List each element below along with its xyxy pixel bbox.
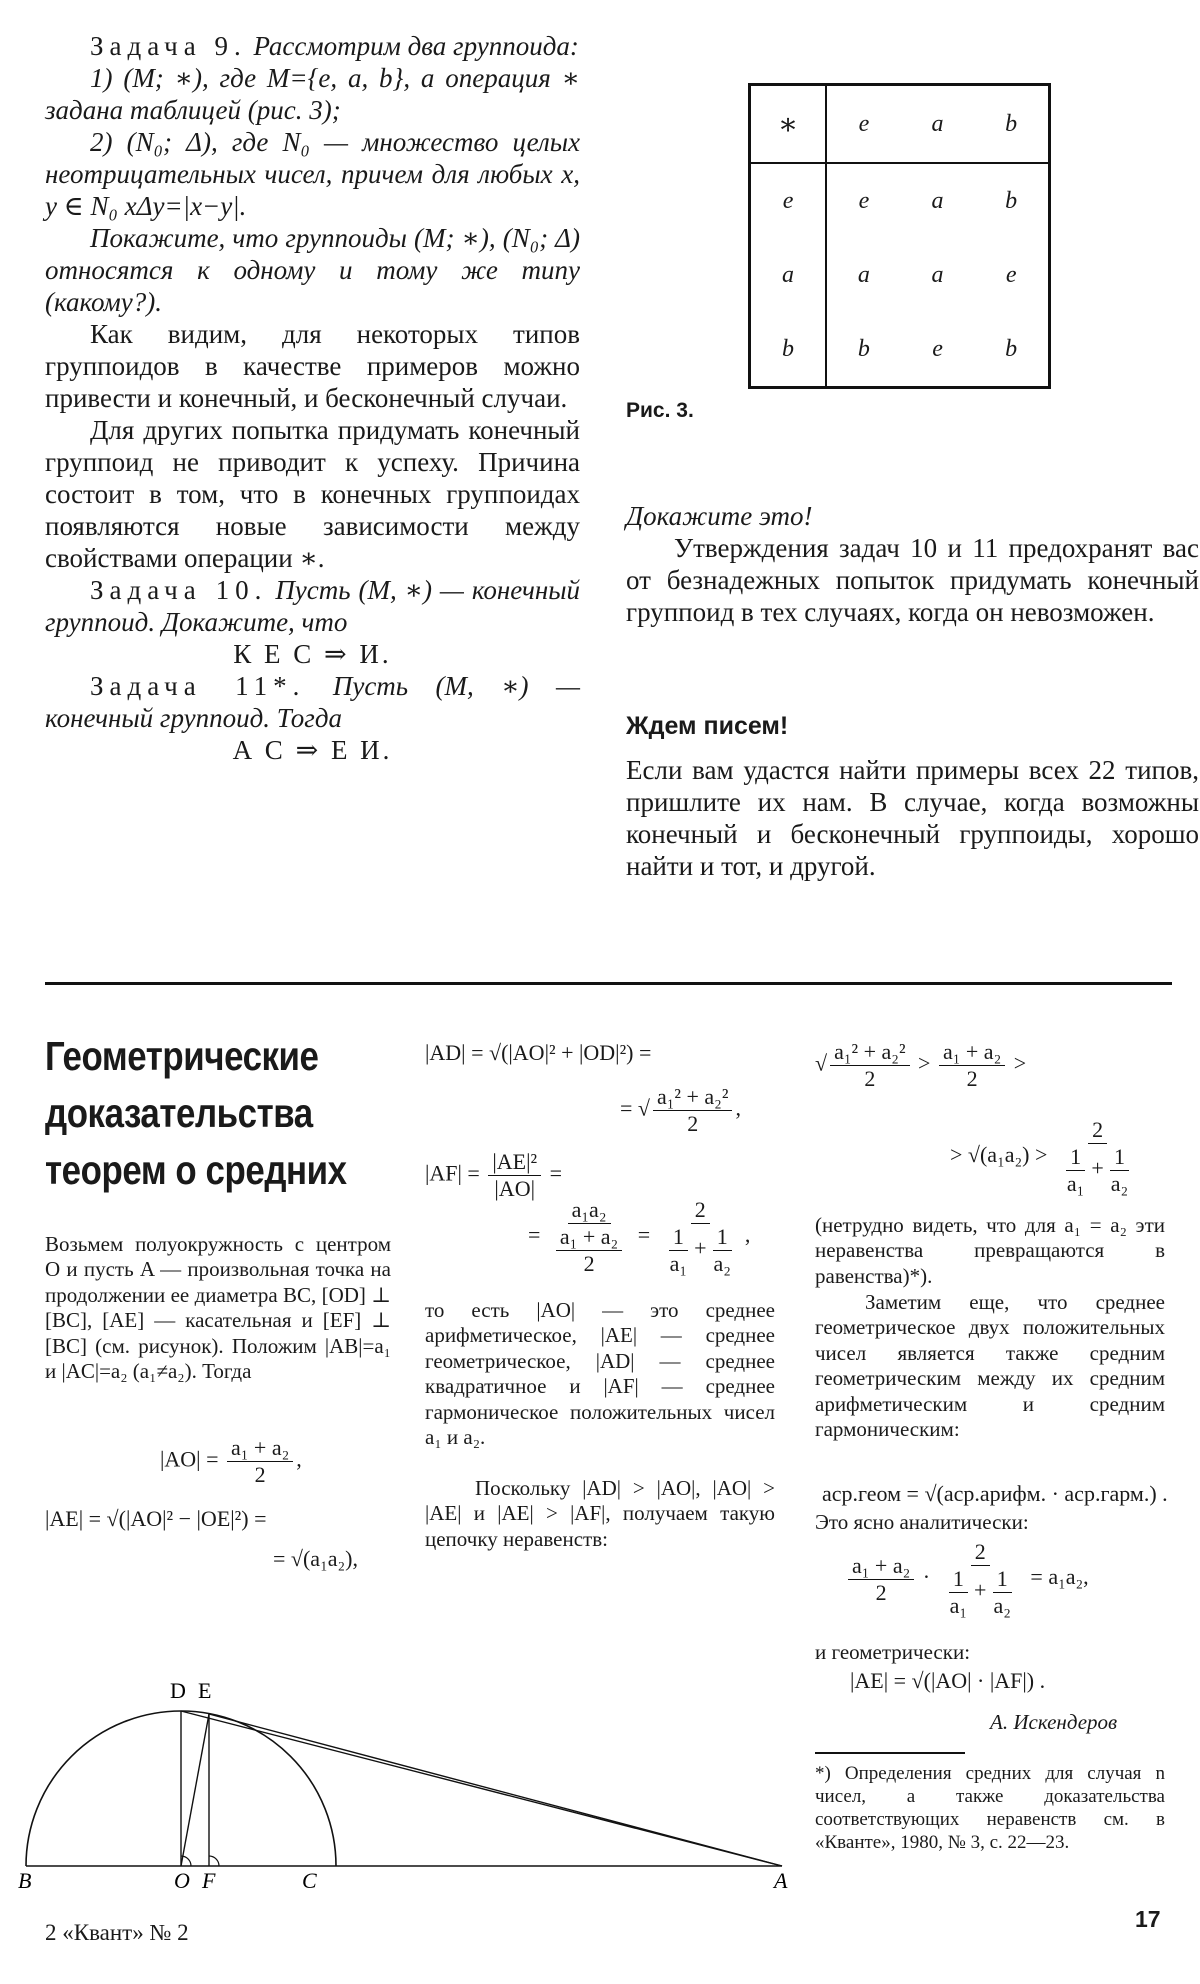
formula-text: |AO| = xyxy=(160,1446,219,1472)
chain-row-2 xyxy=(950,1118,1142,1196)
fraction-numerator: 1 xyxy=(1110,1145,1129,1171)
fraction-numerator: a₁ + a₂ xyxy=(848,1554,914,1580)
fraction xyxy=(488,1150,541,1201)
table-row xyxy=(750,312,1050,388)
task9-item2: 2) (N₀; Δ), где N₀ — множество целых неотрицательных чисел, причем для любых x, y ∈ N₀ xΔy=|x−y|. xyxy=(45,127,580,221)
paragraph-letters: Если вам удастся найти примеры всех 22 типов, пришлите их нам. В случае, когда возможны конечный и бесконечный группоиды, хорошо найти и тот, и другой. xyxy=(626,755,1199,881)
fraction-numerator: 1 xyxy=(669,1225,688,1251)
formula-ae: |AE| = √(|AO|² − |OE|²) = xyxy=(45,1506,267,1531)
prove-line: Докажите это! xyxy=(626,501,813,531)
fraction-denominator: a₁ xyxy=(1066,1171,1085,1196)
fraction-numerator: a₁ + a₂ xyxy=(227,1436,293,1462)
table-cell: e xyxy=(1005,261,1017,288)
paragraph-means: то есть |AO| — это среднее арифметическое, |AE| — среднее геометрическое, |AD| — среднее квадратичное и |AF| — среднее гармоническое положительных чисел a₁ и a₂. xyxy=(425,1298,775,1450)
right-angle-mark xyxy=(209,1856,219,1866)
formula-ad-result: = √ $\frac{\text{a₁² + a₂²}}{2}$ , xyxy=(620,1084,741,1136)
page-number: 17 xyxy=(1135,1906,1161,1932)
formula-text: > √(a₁a₂) > xyxy=(950,1142,1048,1168)
footer-signature: 2 «Квант» № 2 xyxy=(45,1920,189,1945)
geometry-figure xyxy=(0,1670,800,1890)
fraction-denominator: a₂ xyxy=(713,1251,731,1276)
table-cell: b xyxy=(750,312,827,388)
task9-ask: Покажите, что группоиды (M; ∗), (N₀; Δ) относятся к одному и тому же типу (какому?). xyxy=(45,223,580,317)
fraction-denominator: $\frac{1}{\text{a₁}}$ + $\frac{1}{\text{a₂}}$ xyxy=(1056,1144,1139,1196)
task9-head: Задача 9. xyxy=(90,31,247,61)
fraction-denominator: 2 xyxy=(254,1462,266,1487)
task11-text: Пусть (M, ∗) — конечный группоид. Тогда xyxy=(45,671,580,733)
table-cell: a xyxy=(750,238,827,312)
formula-text: |AF| = xyxy=(425,1160,480,1186)
fraction-denominator: a₁ xyxy=(949,1593,968,1618)
formula-ad: |AD| = √(|AO|² + |OD|²) = xyxy=(425,1040,652,1065)
task9-intro: Рассмотрим два группоида: xyxy=(253,31,579,61)
fraction-numerator: 2 xyxy=(1088,1118,1107,1144)
fraction xyxy=(556,1225,622,1276)
fraction-numerator: 1 xyxy=(713,1225,732,1251)
segment-ad xyxy=(181,1711,782,1866)
task9-item1: 1) (M; ∗), где M={e, a, b}, а операция ∗ задана таблицей (рис. 3); xyxy=(45,63,580,125)
fraction xyxy=(1056,1118,1139,1196)
fraction xyxy=(653,1085,732,1136)
label-c: C xyxy=(302,1868,317,1890)
label-b: B xyxy=(18,1868,32,1890)
fraction xyxy=(848,1554,914,1605)
fraction-denominator: 2 xyxy=(966,1066,978,1091)
fraction xyxy=(549,1198,629,1276)
fraction-denominator: $\frac{1}{\text{a₁}}$ + $\frac{1}{\text{a₂}}$ xyxy=(939,1566,1022,1618)
section-divider xyxy=(45,982,1172,985)
table-cell: b xyxy=(1005,335,1018,362)
table-row xyxy=(750,238,1050,312)
formula-analytic: $\frac{\text{a₁ + a₂}}{2}$ · 2 $\frac{1}{\text{a₁}}$ + $\frac{1}{\text{a₂}}$ = a₁a₂, xyxy=(845,1540,1089,1618)
fraction-denominator xyxy=(549,1224,629,1276)
task11-head: Задача 11*. xyxy=(90,671,306,701)
table-cell: e xyxy=(932,335,943,362)
label-a: A xyxy=(774,1868,788,1890)
paragraph-since: Поскольку |AD| > |AO|, |AO| > |AE| и |AE| > |AF|, получаем такую цепочку неравенств: xyxy=(425,1476,775,1551)
title-line: Геометрические xyxy=(45,1033,319,1079)
fraction-numerator: 1 xyxy=(1066,1145,1085,1171)
paragraph-note: (нетрудно видеть, что для a₁ = a₂ эти неравенства превращаются в равенства)*). xyxy=(815,1213,1165,1288)
table-cell: e xyxy=(750,163,827,238)
fraction xyxy=(666,1225,691,1276)
fraction-numerator: a₁a₂ xyxy=(568,1198,611,1224)
fraction-denominator: |AO| xyxy=(494,1176,535,1201)
table-cell: e xyxy=(826,85,901,164)
footnote: *) Определения средних для случая n чисел, а также доказательства соответствующих неравенств см. в «Кванте», 1980, № 3, с. 22—23. xyxy=(815,1763,1165,1853)
label-o: O xyxy=(174,1868,190,1890)
fraction-denominator: a₂ xyxy=(993,1593,1011,1618)
table-cell: b xyxy=(974,85,1049,164)
fraction xyxy=(830,1040,909,1091)
fraction-numerator: a₁² + a₂² xyxy=(830,1040,909,1066)
table-cell: ∗ xyxy=(750,85,827,164)
fraction-denominator: 2 xyxy=(864,1066,876,1091)
fraction-numerator: |AE|² xyxy=(488,1150,541,1176)
fraction-denominator: 2 xyxy=(583,1251,595,1276)
task10-head: Задача 10. xyxy=(90,575,268,605)
fraction xyxy=(946,1567,971,1618)
fraction xyxy=(1063,1145,1088,1196)
table-row xyxy=(750,163,1050,238)
article-intro: Возьмем полуокружность с центром O и пусть A — произвольная точка на продолжении ее диаметра BC, [OD] ⊥ [BC], [AE] — касательная и [EF] ⊥ [BC] (см. рисунок). Положим |AB|=a₁ и |AC|=a₂ (a₁≠a₂). Тогда xyxy=(45,1232,391,1384)
fraction-numerator: a₁ + a₂ xyxy=(939,1040,1005,1066)
fraction xyxy=(939,1540,1022,1618)
fraction-numerator: a₁² + a₂² xyxy=(653,1085,732,1111)
formula-geometric: |AE| = √(|AO| · |AF|) . xyxy=(850,1668,1046,1693)
table-cell: b xyxy=(857,335,870,362)
fraction xyxy=(939,1040,1005,1091)
table-cell: b xyxy=(1005,187,1018,214)
title-line: доказательства xyxy=(45,1090,313,1136)
fraction-numerator: 2 xyxy=(691,1198,710,1224)
fraction xyxy=(1107,1145,1132,1196)
fraction-denominator: $\frac{1}{\text{a₁}}$ + $\frac{1}{\text{a₂}}$ xyxy=(659,1224,742,1276)
fraction-numerator: 2 xyxy=(971,1540,990,1566)
fraction-denominator: a₂ xyxy=(1110,1171,1129,1196)
section-heading-letters: Ждем писем! xyxy=(626,712,789,740)
fraction xyxy=(989,1567,1014,1618)
table-cell: a xyxy=(901,85,975,164)
formula-ae-result: = √(a₁a₂), xyxy=(273,1546,359,1571)
fraction-denominator: a₁ xyxy=(669,1251,688,1276)
fraction-numerator: a₁ + a₂ xyxy=(556,1225,622,1251)
table-cell: a xyxy=(931,261,944,288)
formula-af-steps: = $\frac{\text{a₁a₂}}{\frac{\text{a₁ + a₂}}{2}}$ = 2 $\frac{1}{\text{a₁}}$ + $\frac{1}{\text{a₂}}$ , xyxy=(528,1197,751,1276)
table-cell: a xyxy=(857,261,870,288)
formula-text: = a₁a₂, xyxy=(1030,1564,1089,1590)
article-title xyxy=(45,1028,347,1199)
footnote-rule xyxy=(815,1752,965,1754)
table-header-row xyxy=(750,85,1050,164)
paragraph-claims: Утверждения задач 10 и 11 предохранят вас от безнадежных попыток придумать конечный группоид в тех случаях, когда он невозможен. xyxy=(626,533,1199,627)
right-column-text xyxy=(626,500,1199,628)
task10-text: Пусть (M, ∗) — конечный группоид. Докажите, что xyxy=(45,575,580,637)
task11-formula: А С ⇒ Е И. xyxy=(232,735,393,765)
label-f: F xyxy=(202,1868,216,1890)
table-cell: a xyxy=(931,187,944,214)
chain-row-1: √ $\frac{\text{a₁² + a₂²}}{2}$ > $\frac{\text{a₁ + a₂}}{2}$ > xyxy=(815,1039,1027,1091)
task9-block xyxy=(45,30,580,766)
paragraph-types: Как видим, для некоторых типов группоидов в качестве примеров можно привести и конечный, и бесконечный случаи. xyxy=(45,319,580,413)
fraction-denominator: 2 xyxy=(875,1579,887,1605)
formula-text: > xyxy=(918,1050,936,1076)
fraction-numerator: 1 xyxy=(949,1567,968,1593)
operation-table xyxy=(748,83,1051,389)
fraction-denominator: 2 xyxy=(687,1111,699,1136)
label-e: E xyxy=(198,1678,212,1703)
analytic-line: Это ясно аналитически: xyxy=(815,1510,1029,1534)
figure-caption: Рис. 3. xyxy=(626,399,694,422)
fraction-numerator: 1 xyxy=(993,1567,1012,1593)
paragraph-remark: Заметим еще, что среднее геометрическое двух положительных чисел является также средним геометрическим между их средним арифметическим и средним гармоническим: xyxy=(815,1290,1165,1442)
segment-oe xyxy=(181,1714,209,1866)
table-cell: e xyxy=(858,187,870,214)
fraction xyxy=(709,1225,734,1276)
task10-formula: К Е С ⇒ И. xyxy=(233,639,392,669)
geometric-line: и геометрически: xyxy=(815,1640,971,1664)
formula-means: aср.геом = √(aср.арифм. · aср.гарм.) . xyxy=(822,1481,1168,1506)
paragraph-other: Для других попытка придумать конечный группоид не приводит к успеху. Причина состоит в том, что в конечных группоидах появляются новые зависимости между свойствами операции ∗. xyxy=(45,415,580,573)
title-line: теорем о средних xyxy=(45,1147,347,1193)
label-d: D xyxy=(170,1678,186,1703)
formula-af: |AF| = $\frac{\text{|AE|²}}{|AO|}$ = xyxy=(425,1149,562,1201)
formula-ao: |AO| = $\frac{\text{a₁ + a₂}}{2}$ , xyxy=(160,1435,302,1487)
author: А. Искендеров xyxy=(990,1710,1118,1734)
fraction xyxy=(227,1436,293,1487)
fraction xyxy=(659,1198,742,1276)
